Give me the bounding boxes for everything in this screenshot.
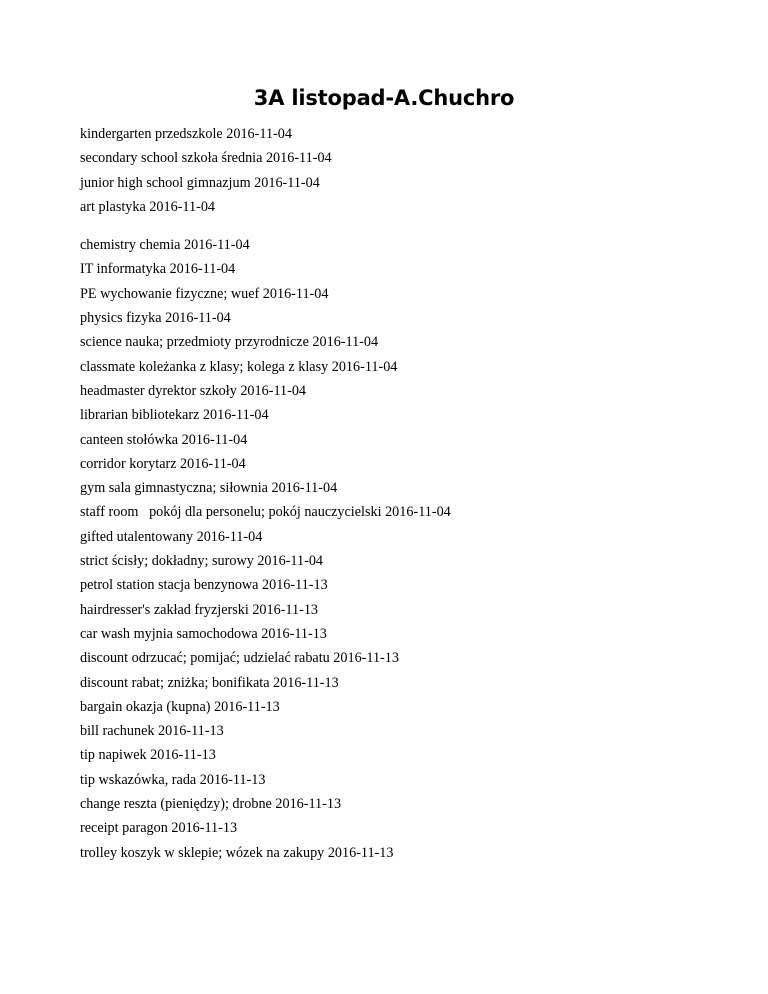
vocabulary-entry: car wash myjnia samochodowa 2016-11-13: [80, 625, 327, 642]
vocabulary-list: [80, 125, 740, 868]
document-title: 3A listopad-A.Chuchro: [253, 86, 515, 110]
vocabulary-entry: librarian bibliotekarz 2016-11-04: [80, 407, 269, 424]
vocabulary-entry: bargain okazja (kupna) 2016-11-13: [80, 698, 280, 715]
vocabulary-entry: headmaster dyrektor szkoły 2016-11-04: [80, 382, 307, 399]
vocabulary-entry: discount rabat; zniżka; bonifikata 2016-11-13: [80, 674, 339, 691]
vocabulary-entry: chemistry chemia 2016-11-04: [80, 237, 250, 254]
vocabulary-entry: kindergarten przedszkole 2016-11-04: [80, 126, 292, 142]
vocabulary-entry: strict ścisły; dokładny; surowy 2016-11-04: [80, 553, 324, 570]
vocabulary-entry: petrol station stacja benzynowa 2016-11-13: [80, 577, 328, 594]
vocabulary-entry: bill rachunek 2016-11-13: [80, 723, 224, 740]
vocabulary-entry: junior high school gimnazjum 2016-11-04: [80, 174, 320, 191]
vocabulary-entry: tip wskazówka, rada 2016-11-13: [80, 771, 266, 788]
vocabulary-entry: trolley koszyk w sklepie; wózek na zakupy 2016-11-13: [80, 844, 394, 861]
vocabulary-entry: staff room pokój dla personelu; pokój nauczycielski 2016-11-04: [80, 504, 451, 521]
vocabulary-entry: classmate koleżanka z klasy; kolega z klasy 2016-11-04: [80, 358, 398, 375]
vocabulary-entry: change reszta (pieniędzy); drobne 2016-11-13: [80, 796, 342, 813]
vocabulary-entry: IT informatyka 2016-11-04: [80, 261, 236, 278]
vocabulary-entry: tip napiwek 2016-11-13: [80, 747, 216, 764]
vocabulary-entry: receipt paragon 2016-11-13: [80, 820, 238, 837]
vocabulary-entry: secondary school szkoła średnia 2016-11-04: [80, 150, 332, 167]
vocabulary-entry: art plastyka 2016-11-04: [80, 198, 216, 215]
vocabulary-entry: PE wychowanie fizyczne; wuef 2016-11-04: [80, 285, 329, 302]
vocabulary-entry: gym sala gimnastyczna; siłownia 2016-11-04: [80, 480, 338, 497]
vocabulary-entry: gifted utalentowany 2016-11-04: [80, 528, 263, 545]
vocabulary-entry: hairdresser's zakład fryzjerski 2016-11-13: [80, 601, 319, 618]
vocabulary-entry: science nauka; przedmioty przyrodnicze 2016-11-04: [80, 334, 379, 351]
vocabulary-entry: discount odrzucać; pomijać; udzielać rabatu 2016-11-13: [80, 650, 399, 667]
vocabulary-entry: physics fizyka 2016-11-04: [80, 310, 231, 327]
vocabulary-entry: corridor korytarz 2016-11-04: [80, 455, 246, 472]
vocabulary-entry: canteen stołówka 2016-11-04: [80, 431, 248, 448]
